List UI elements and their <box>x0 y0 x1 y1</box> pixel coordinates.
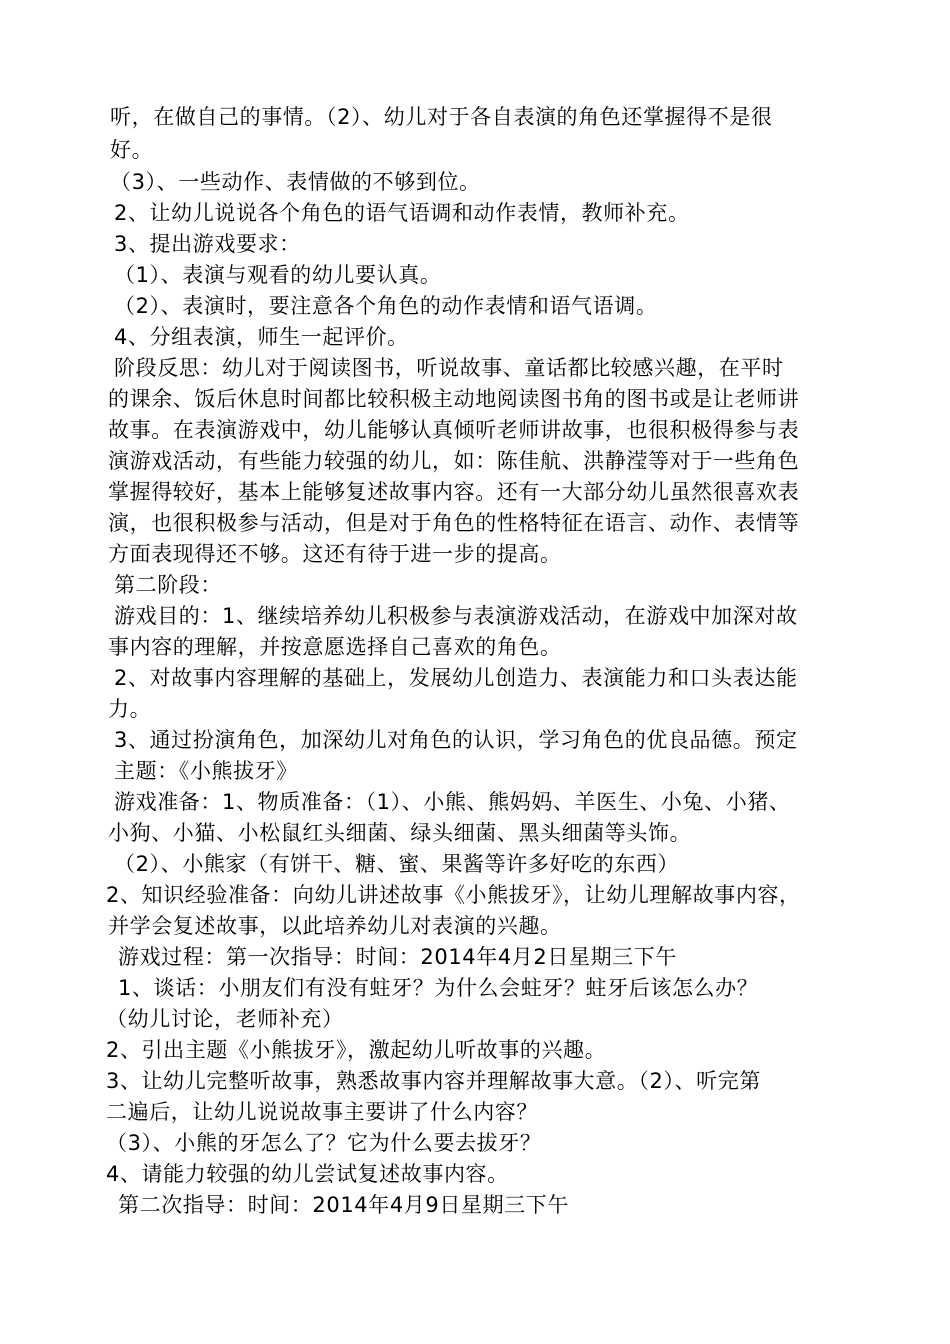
text-line: 3、通过扮演角色，加深幼儿对角色的认识，学习角色的优良品德。预定 <box>114 728 798 752</box>
text-line: 二遍后，让幼儿说说故事主要讲了什么内容？ <box>106 1100 538 1124</box>
text-line: 主题：《小熊拔牙》 <box>114 759 298 783</box>
text-line: 并学会复述故事，以此培养幼儿对表演的兴趣。 <box>108 914 562 938</box>
text-line: 阶段反思：幼儿对于阅读图书，听说故事、童话都比较感兴趣，在平时 <box>114 356 784 380</box>
text-line: 游戏过程：第一次指导：时间：2014年4月2日星期三下午 <box>118 945 677 969</box>
text-line: （3）、一些动作、表情做的不够到位。 <box>110 170 481 194</box>
text-line: 第二阶段： <box>114 573 222 597</box>
text-line: 1、谈话：小朋友们有没有蛀牙？为什么会蛀牙？蛀牙后该怎么办？ <box>118 976 759 1000</box>
text-line: （幼儿讨论，老师补充） <box>106 1007 344 1031</box>
text-line: 事内容的理解，并按意愿选择自己喜欢的角色。 <box>108 635 562 659</box>
text-line: 好。 <box>110 138 154 162</box>
text-line: 听，在做自己的事情。（2）、幼儿对于各自表演的角色还掌握得不是很 <box>110 105 773 129</box>
text-line: （2）、小熊家（有饼干、糖、蜜、果酱等许多好吃的东西） <box>114 852 680 876</box>
text-line: 故事。在表演游戏中，幼儿能够认真倾听老师讲故事，也很积极得参与表 <box>108 418 800 442</box>
text-line: （2）、表演时，要注意各个角色的动作表情和语气语调。 <box>114 294 658 318</box>
text-line: （1）、表演与观看的幼儿要认真。 <box>114 263 442 287</box>
text-line: 2、引出主题《小熊拔牙》，激起幼儿听故事的兴趣。 <box>106 1038 607 1062</box>
text-line: 的课余、饭后休息时间都比较积极主动地阅读图书角的图书或是让老师讲 <box>108 387 800 411</box>
text-line: 游戏目的：1、继续培养幼儿积极参与表演游戏活动，在游戏中加深对故 <box>114 604 798 628</box>
text-line: 力。 <box>108 697 152 721</box>
text-line: 3、让幼儿完整听故事，熟悉故事内容并理解故事大意。（2）、听完第 <box>106 1069 761 1093</box>
text-line: 4、分组表演，师生一起评价。 <box>114 325 409 349</box>
text-line: 第二次指导：时间：2014年4月9日星期三下午 <box>118 1193 569 1217</box>
text-line: 2、让幼儿说说各个角色的语气语调和动作表情，教师补充。 <box>114 201 690 225</box>
text-line: 3、提出游戏要求： <box>114 232 301 256</box>
text-line: （3）、小熊的牙怎么了？它为什么要去拔牙？ <box>106 1131 542 1155</box>
text-line: 2、对故事内容理解的基础上，发展幼儿创造力、表演能力和口头表达能 <box>114 666 798 690</box>
text-line: 掌握得较好，基本上能够复述故事内容。还有一大部分幼儿虽然很喜欢表 <box>108 480 800 504</box>
text-line: 2、知识经验准备：向幼儿讲述故事《小熊拔牙》，让幼儿理解故事内容， <box>106 883 801 907</box>
text-line: 方面表现得还不够。这还有待于进一步的提高。 <box>108 542 562 566</box>
text-line: 小狗、小猫、小松鼠红头细菌、绿头细菌、黑头细菌等头饰。 <box>108 821 692 845</box>
text-line: 游戏准备：1、物质准备：（1）、小熊、熊妈妈、羊医生、小兔、小猪、 <box>114 790 791 814</box>
text-line: 演，也很积极参与活动，但是对于角色的性格特征在语言、动作、表情等 <box>108 511 800 535</box>
text-line: 演游戏活动，有些能力较强的幼儿，如：陈佳航、洪静滢等对于一些角色 <box>108 449 800 473</box>
text-line: 4、请能力较强的幼儿尝试复述故事内容。 <box>106 1162 509 1186</box>
